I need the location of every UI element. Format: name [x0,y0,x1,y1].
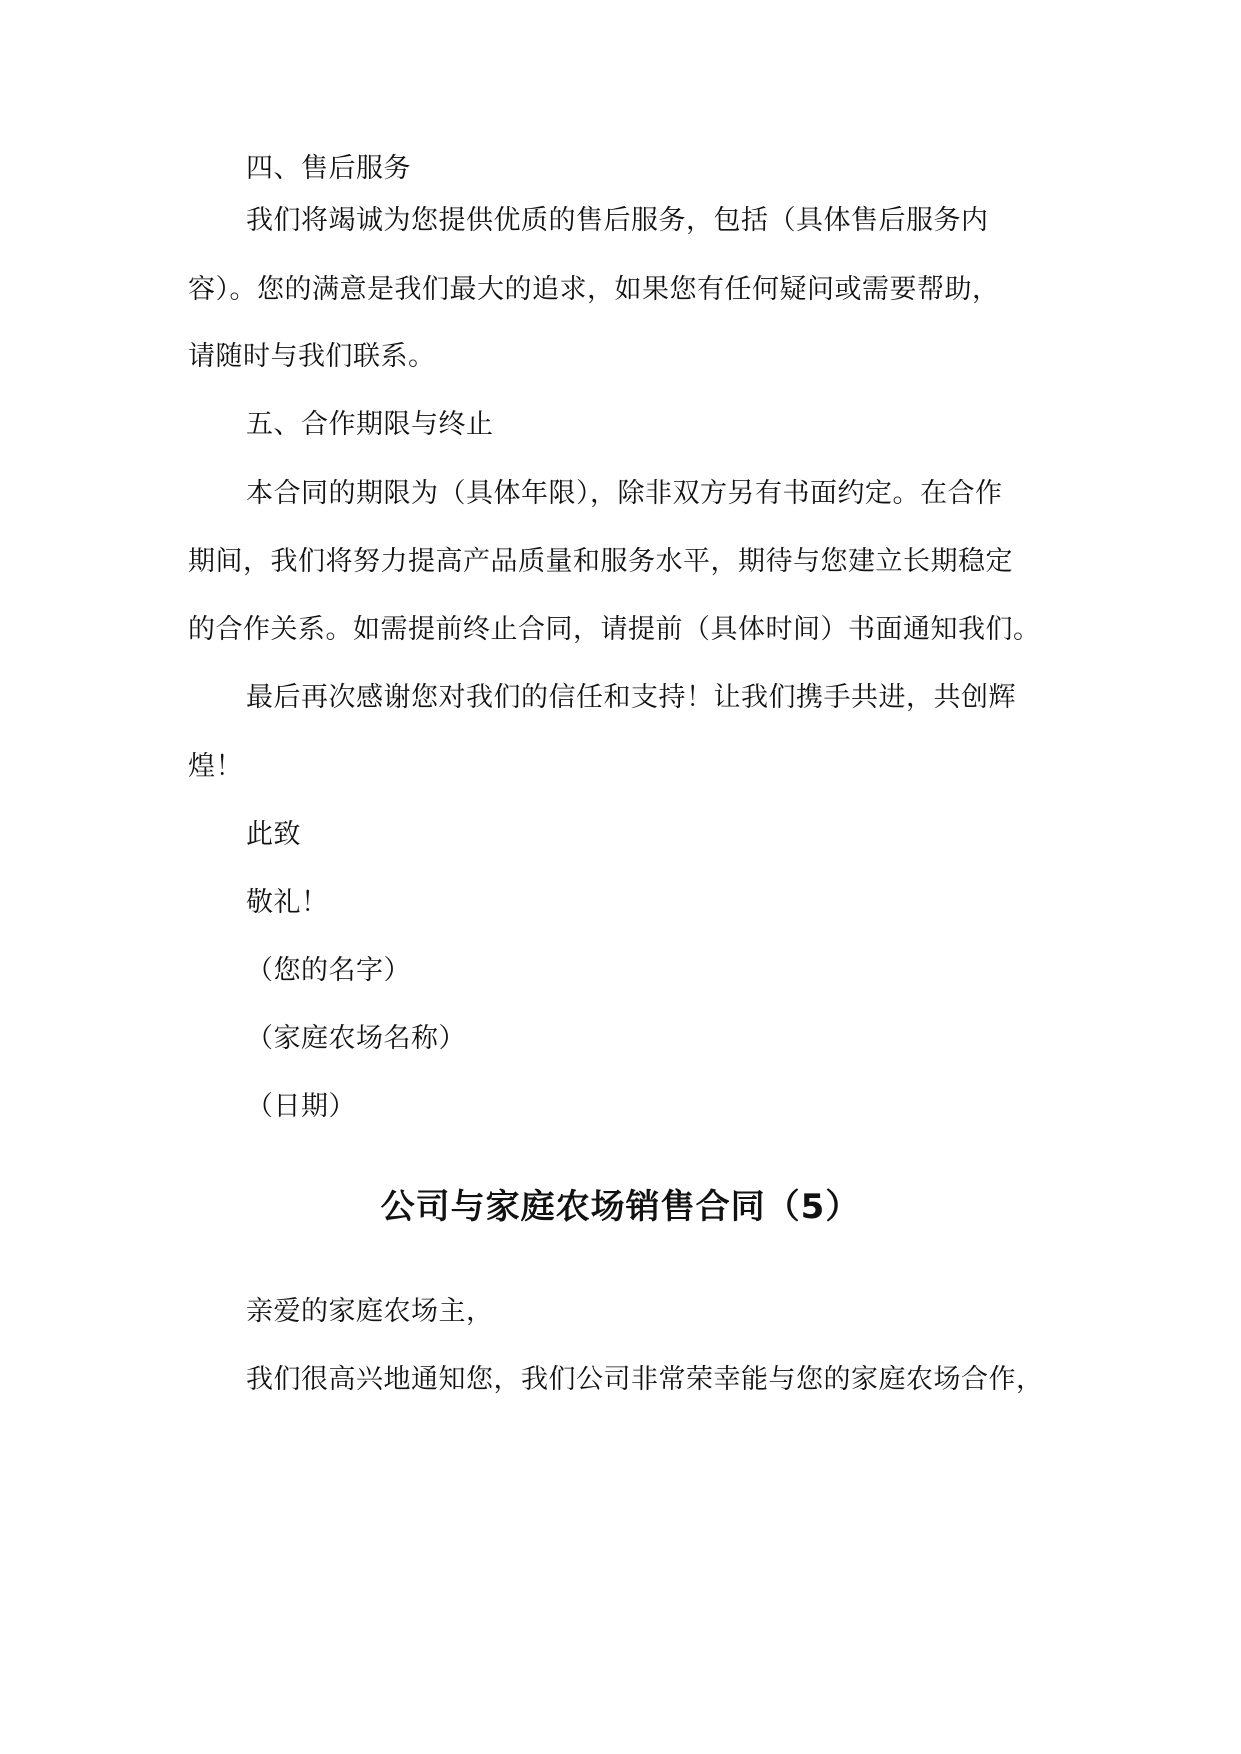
section-heading-term-termination: 五、合作期限与终止 [246,409,494,440]
thanks-line-2: 煌！ [188,751,243,782]
contract-title: 公司与家庭农场销售合同（5） [380,1187,861,1227]
after-sales-paragraph-line-1: 我们将竭诚为您提供优质的售后服务，包括（具体售后服务内 [246,205,989,236]
closing-salutation: 此致 [246,819,301,850]
term-paragraph-line-1: 本合同的期限为（具体年限），除非双方另有书面约定。在合作 [246,478,1003,509]
term-paragraph-line-2: 期间，我们将努力提高产品质量和服务水平，期待与您建立长期稳定 [188,546,1013,577]
section-heading-after-sales: 四、售后服务 [246,153,411,184]
contract-greeting: 亲爱的家庭农场主， [246,1296,494,1327]
thanks-line-1: 最后再次感谢您对我们的信任和支持！让我们携手共进，共创辉 [246,682,1016,713]
term-paragraph-line-3: 的合作关系。如需提前终止合同，请提前（具体时间）书面通知我们。 [188,614,1041,645]
contract-first-line: 我们很高兴地通知您，我们公司非常荣幸能与您的家庭农场合作， [246,1364,1044,1395]
signature-date: （日期） [246,1091,356,1122]
closing-regards: 敬礼！ [246,887,329,918]
signature-name: （您的名字） [246,955,411,986]
after-sales-paragraph-line-3: 请随时与我们联系。 [188,341,436,372]
signature-farm-name: （家庭农场名称） [246,1023,466,1054]
after-sales-paragraph-line-2: 容）。您的满意是我们最大的追求，如果您有任何疑问或需要帮助， [188,274,1000,305]
